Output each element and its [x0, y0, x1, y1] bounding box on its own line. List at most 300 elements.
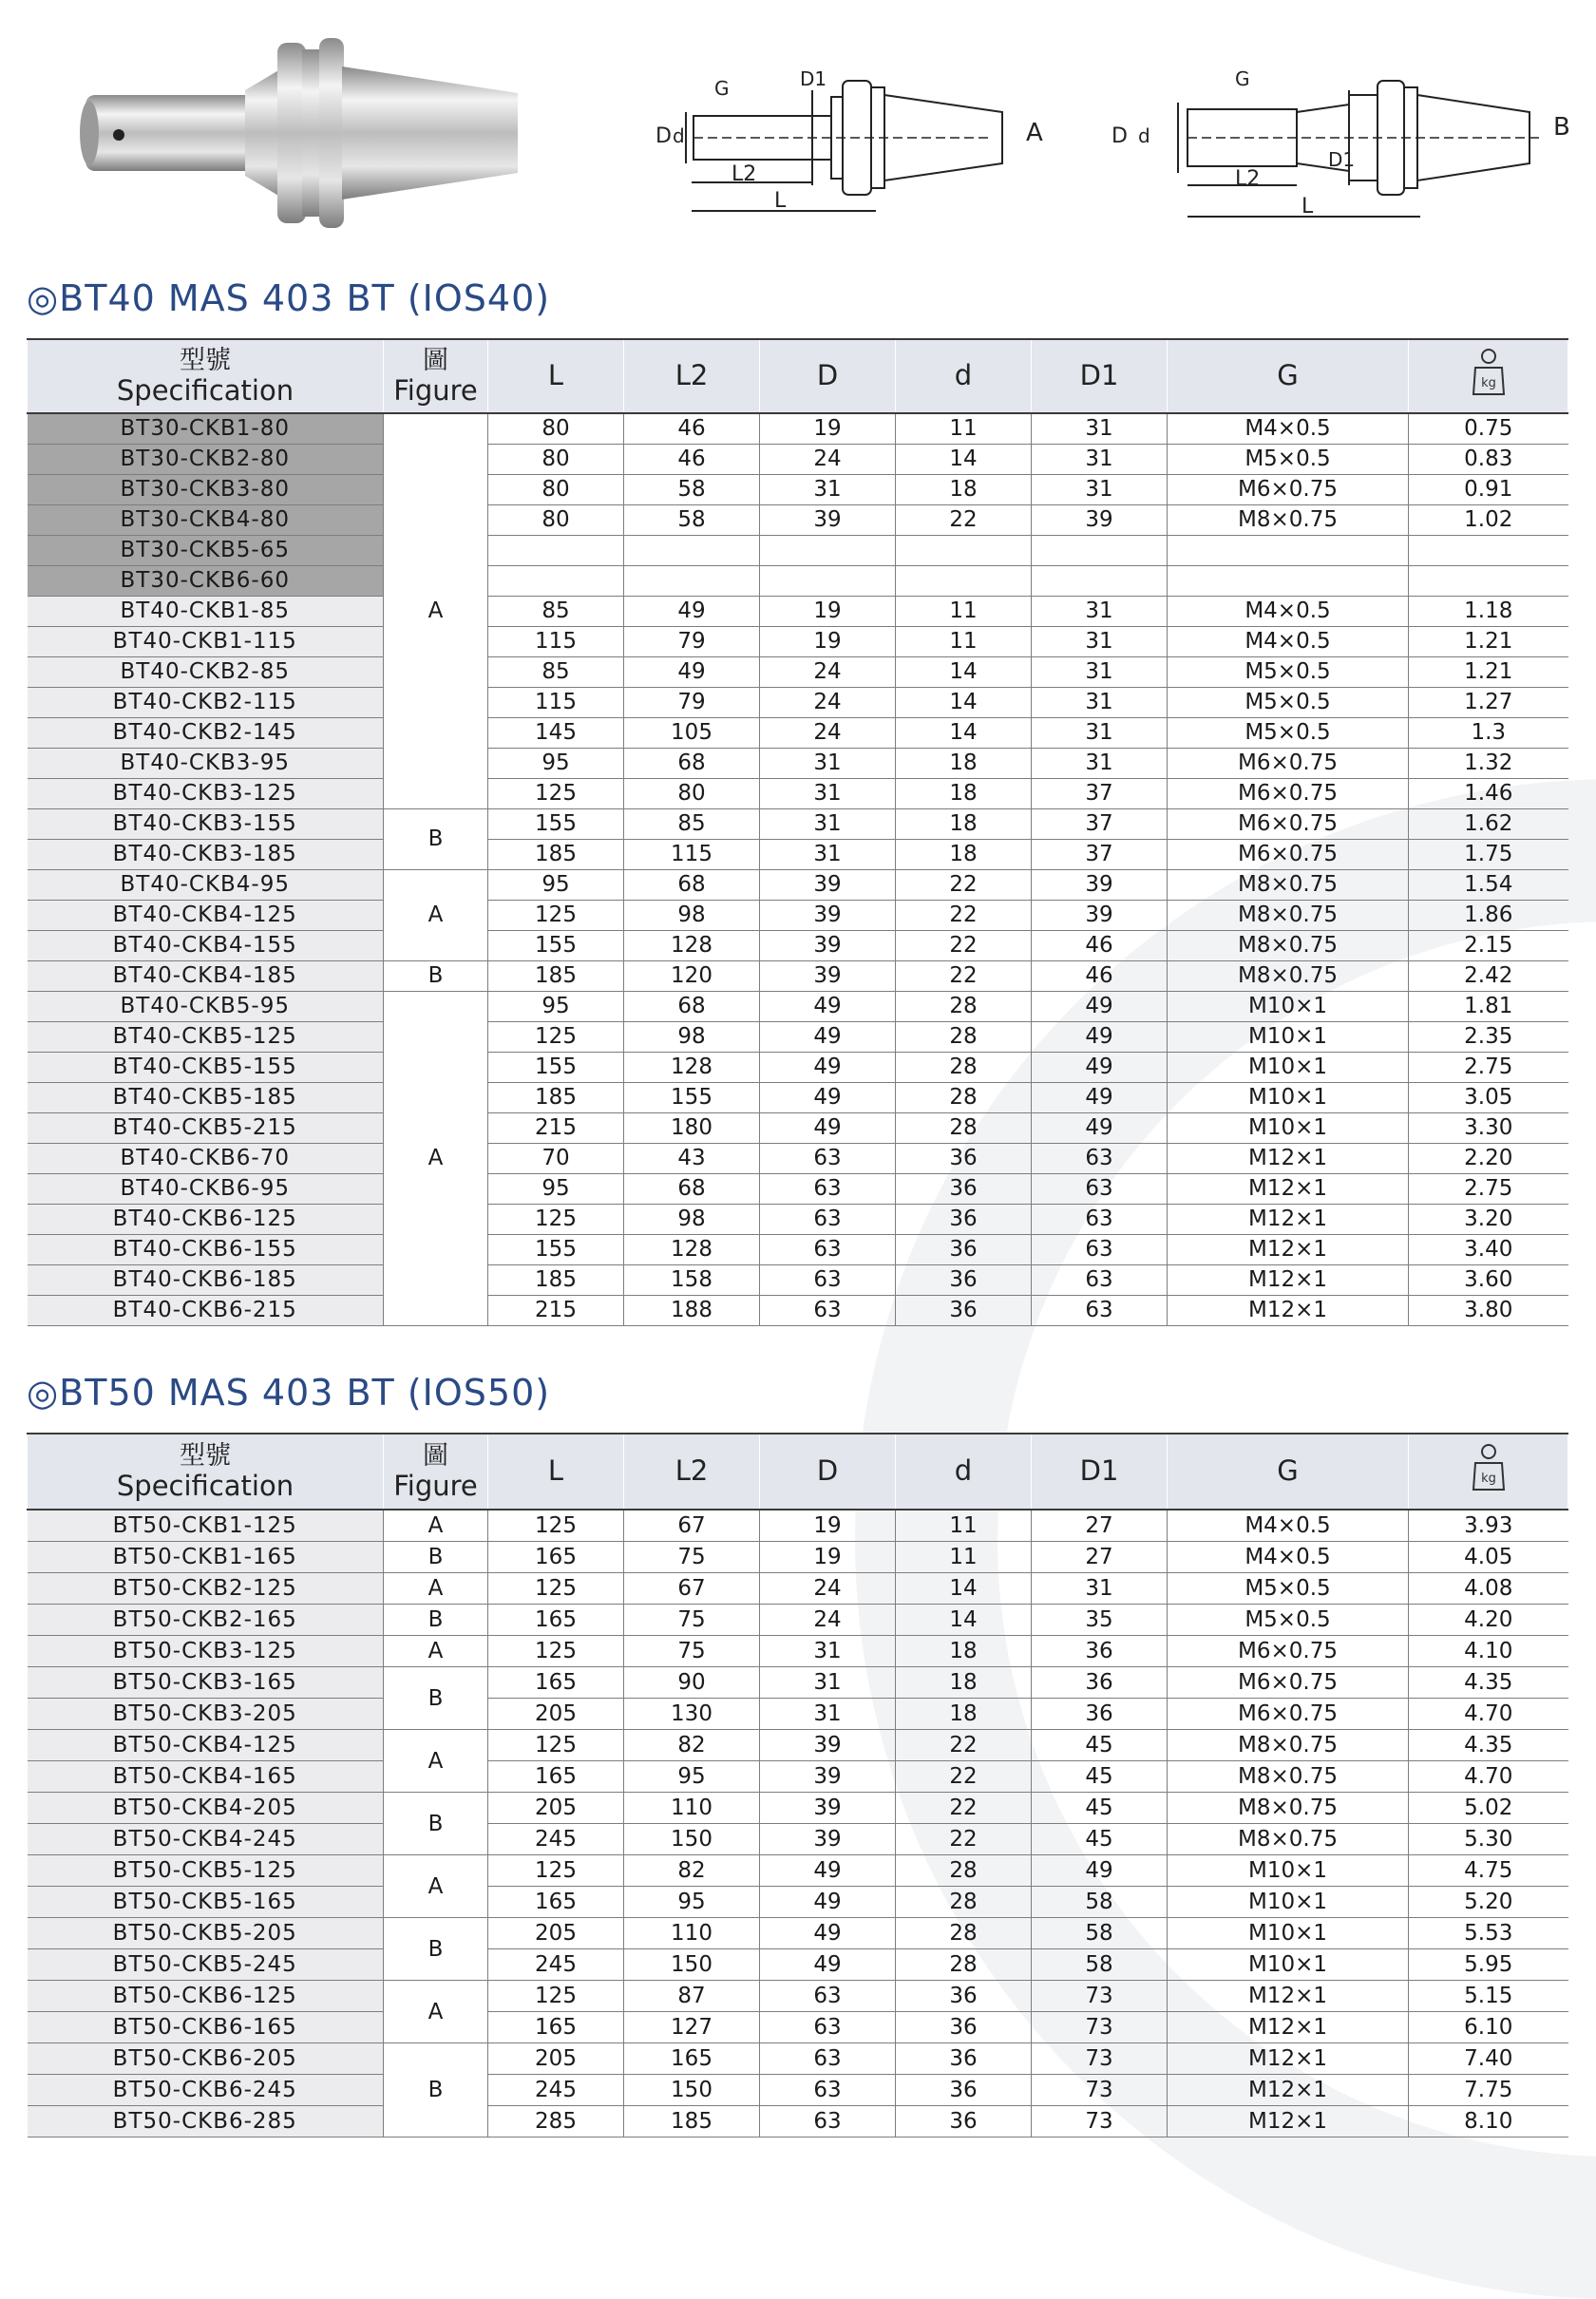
- dim-label-l: L: [1302, 195, 1314, 218]
- cell-d-large: 63: [760, 1144, 896, 1174]
- cell-g: M8×0.75: [1168, 1761, 1409, 1793]
- header-d-small: d: [896, 1434, 1032, 1510]
- cell-d-small: 22: [896, 961, 1032, 992]
- cell-weight: 1.18: [1409, 597, 1568, 627]
- cell-l2: 127: [624, 2012, 760, 2043]
- cell-l2: 46: [624, 445, 760, 475]
- cell-weight: 8.10: [1409, 2106, 1568, 2138]
- cell-l2: 82: [624, 1855, 760, 1887]
- cell-d-large: 24: [760, 657, 896, 688]
- spec-table-bt40: [27, 338, 1568, 1326]
- cell-l: 155: [488, 1053, 624, 1083]
- cell-d-small: 18: [896, 475, 1032, 505]
- cell-d-small: 11: [896, 1510, 1032, 1542]
- table-row: [28, 1824, 1568, 1855]
- cell-d-small: 36: [896, 2075, 1032, 2106]
- cell-figure: B: [384, 1605, 488, 1636]
- cell-weight: 1.32: [1409, 749, 1568, 779]
- cell-l2: 150: [624, 2075, 760, 2106]
- cell-figure: A: [384, 1981, 488, 2043]
- cell-l: 125: [488, 1730, 624, 1761]
- cell-d-small: 22: [896, 1824, 1032, 1855]
- cell-weight: 0.83: [1409, 445, 1568, 475]
- cell-d-small: 11: [896, 597, 1032, 627]
- header-d-large: D: [760, 339, 896, 413]
- table-row: [28, 931, 1568, 961]
- header-figure: 圖 Figure: [384, 1434, 488, 1510]
- cell-weight: 1.46: [1409, 779, 1568, 809]
- header-weight: [1409, 1434, 1568, 1510]
- cell-specification: BT40-CKB5-95: [28, 992, 384, 1022]
- cell-g: M4×0.5: [1168, 597, 1409, 627]
- cell-d-large: 24: [760, 718, 896, 749]
- cell-d-small: 22: [896, 1761, 1032, 1793]
- cell-l: 165: [488, 1761, 624, 1793]
- cell-d1: 46: [1032, 961, 1168, 992]
- cell-d1: 45: [1032, 1824, 1168, 1855]
- cell-l2: 79: [624, 627, 760, 657]
- cell-specification: BT40-CKB4-185: [28, 961, 384, 992]
- cell-l2: 120: [624, 961, 760, 992]
- cell-figure: A: [384, 992, 488, 1326]
- cell-specification: BT50-CKB6-125: [28, 1981, 384, 2012]
- cell-specification: BT30-CKB6-60: [28, 566, 384, 597]
- cell-specification: BT50-CKB3-165: [28, 1667, 384, 1699]
- cell-d-small: 28: [896, 1918, 1032, 1949]
- cell-l2: 158: [624, 1265, 760, 1296]
- cell-l2: 128: [624, 931, 760, 961]
- table-row: [28, 1761, 1568, 1793]
- cell-l2: 67: [624, 1510, 760, 1542]
- cell-d1: 31: [1032, 445, 1168, 475]
- cell-weight: 1.27: [1409, 688, 1568, 718]
- cell-d-small: 22: [896, 870, 1032, 901]
- cell-g: M5×0.5: [1168, 718, 1409, 749]
- table-row: [28, 1113, 1568, 1144]
- cell-d-large: 31: [760, 475, 896, 505]
- figure-b-label: B: [1553, 113, 1570, 142]
- cell-l: 125: [488, 1573, 624, 1605]
- cell-g: M6×0.75: [1168, 1636, 1409, 1667]
- cell-g: M10×1: [1168, 1022, 1409, 1053]
- cell-weight: 3.05: [1409, 1083, 1568, 1113]
- cell-specification: BT40-CKB3-155: [28, 809, 384, 840]
- cell-d-small: 14: [896, 688, 1032, 718]
- cell-d-large: 63: [760, 2075, 896, 2106]
- table-row: [28, 1605, 1568, 1636]
- cell-figure: A: [384, 1636, 488, 1667]
- cell-figure: B: [384, 961, 488, 992]
- cell-l2: 98: [624, 1205, 760, 1235]
- cell-d-small: 14: [896, 1573, 1032, 1605]
- cell-d1: 63: [1032, 1265, 1168, 1296]
- cell-d-large: 49: [760, 1949, 896, 1981]
- cell-l2: 68: [624, 870, 760, 901]
- cell-specification: BT40-CKB6-155: [28, 1235, 384, 1265]
- cell-l: 165: [488, 1667, 624, 1699]
- cell-g: M10×1: [1168, 1083, 1409, 1113]
- cell-g: M12×1: [1168, 1235, 1409, 1265]
- dim-label-g: G: [714, 77, 730, 100]
- cell-d-large: 39: [760, 931, 896, 961]
- cell-d-small: 14: [896, 718, 1032, 749]
- table-row: [28, 1855, 1568, 1887]
- cell-d-small: 28: [896, 1053, 1032, 1083]
- cell-l: 205: [488, 1699, 624, 1730]
- cell-l: 155: [488, 931, 624, 961]
- cell-d-large: 49: [760, 992, 896, 1022]
- cell-weight: [1409, 566, 1568, 597]
- cell-d-small: 36: [896, 1981, 1032, 2012]
- cell-weight: 1.21: [1409, 627, 1568, 657]
- table-row: [28, 1573, 1568, 1605]
- cell-specification: BT50-CKB6-245: [28, 2075, 384, 2106]
- cell-l2: [624, 566, 760, 597]
- table-row: [28, 1636, 1568, 1667]
- cell-l2: 46: [624, 413, 760, 445]
- table-row: [28, 627, 1568, 657]
- cell-l: 95: [488, 749, 624, 779]
- cell-g: M10×1: [1168, 1918, 1409, 1949]
- cell-d1: 31: [1032, 475, 1168, 505]
- cell-specification: BT30-CKB2-80: [28, 445, 384, 475]
- cell-weight: 2.75: [1409, 1174, 1568, 1205]
- cell-l: 70: [488, 1144, 624, 1174]
- header-d-small: d: [896, 339, 1032, 413]
- cell-d1: 45: [1032, 1730, 1168, 1761]
- table-row: [28, 657, 1568, 688]
- cell-specification: BT40-CKB3-95: [28, 749, 384, 779]
- cell-d-large: 39: [760, 961, 896, 992]
- cell-weight: 2.42: [1409, 961, 1568, 992]
- cell-l: 215: [488, 1296, 624, 1326]
- cell-d1: 31: [1032, 657, 1168, 688]
- cell-l2: 75: [624, 1542, 760, 1573]
- cell-g: M12×1: [1168, 1205, 1409, 1235]
- cell-figure: A: [384, 870, 488, 961]
- kg-label: kg: [1480, 376, 1496, 391]
- cell-d1: [1032, 566, 1168, 597]
- header-d-large: D: [760, 1434, 896, 1510]
- cell-g: M6×0.75: [1168, 749, 1409, 779]
- cell-g: M10×1: [1168, 1855, 1409, 1887]
- table-row: [28, 1053, 1568, 1083]
- cell-d-large: 31: [760, 1636, 896, 1667]
- table-header-row: [28, 1434, 1568, 1510]
- cell-specification: BT50-CKB6-285: [28, 2106, 384, 2138]
- cell-d1: 49: [1032, 1083, 1168, 1113]
- cell-g: [1168, 536, 1409, 566]
- cell-d-large: 24: [760, 1605, 896, 1636]
- cell-d1: 63: [1032, 1174, 1168, 1205]
- cell-d1: 31: [1032, 597, 1168, 627]
- cell-d1: 63: [1032, 1296, 1168, 1326]
- cell-l: 155: [488, 1235, 624, 1265]
- cell-g: M10×1: [1168, 1949, 1409, 1981]
- cell-d1: 73: [1032, 2043, 1168, 2075]
- table-row: [28, 1296, 1568, 1326]
- cell-d1: 36: [1032, 1699, 1168, 1730]
- cell-g: M8×0.75: [1168, 870, 1409, 901]
- product-figures: [0, 0, 1596, 256]
- cell-specification: BT50-CKB1-125: [28, 1510, 384, 1542]
- table-row: [28, 2043, 1568, 2075]
- cell-l: 165: [488, 1542, 624, 1573]
- cell-g: M8×0.75: [1168, 961, 1409, 992]
- cell-specification: BT40-CKB5-125: [28, 1022, 384, 1053]
- cell-specification: BT40-CKB6-185: [28, 1265, 384, 1296]
- cell-l: 185: [488, 840, 624, 870]
- table-row: [28, 1144, 1568, 1174]
- cell-l2: 79: [624, 688, 760, 718]
- cell-specification: BT40-CKB6-95: [28, 1174, 384, 1205]
- cell-weight: 6.10: [1409, 2012, 1568, 2043]
- cell-g: M12×1: [1168, 1174, 1409, 1205]
- cell-weight: 1.3: [1409, 718, 1568, 749]
- cell-d1: 36: [1032, 1667, 1168, 1699]
- cell-g: M5×0.5: [1168, 445, 1409, 475]
- cell-d-small: 22: [896, 931, 1032, 961]
- cell-l: 125: [488, 901, 624, 931]
- section-title-bt50: ◎BT50 MAS 403 BT (IOS50): [27, 1372, 551, 1414]
- table-row: [28, 1667, 1568, 1699]
- cell-weight: 0.91: [1409, 475, 1568, 505]
- cell-d1: 39: [1032, 505, 1168, 536]
- cell-d-small: 36: [896, 1205, 1032, 1235]
- cell-d-large: 39: [760, 1730, 896, 1761]
- cell-l2: 85: [624, 809, 760, 840]
- cell-d-small: 22: [896, 1730, 1032, 1761]
- kg-label: kg: [1480, 1472, 1496, 1487]
- cell-specification: BT50-CKB5-245: [28, 1949, 384, 1981]
- table-row: [28, 2106, 1568, 2138]
- cell-d-large: 31: [760, 749, 896, 779]
- cell-specification: BT40-CKB4-95: [28, 870, 384, 901]
- cell-specification: BT50-CKB4-205: [28, 1793, 384, 1824]
- cell-l2: 58: [624, 475, 760, 505]
- cell-l: 115: [488, 627, 624, 657]
- cell-d-small: 36: [896, 1265, 1032, 1296]
- cell-d-large: 24: [760, 688, 896, 718]
- cell-d-large: 39: [760, 1824, 896, 1855]
- cell-specification: BT40-CKB4-125: [28, 901, 384, 931]
- cell-d-small: 18: [896, 809, 1032, 840]
- cell-l2: 128: [624, 1235, 760, 1265]
- table-row: [28, 1510, 1568, 1542]
- dim-label-g: G: [1235, 67, 1250, 90]
- cell-weight: 4.05: [1409, 1542, 1568, 1573]
- cell-d-small: 11: [896, 1542, 1032, 1573]
- cell-l2: 80: [624, 779, 760, 809]
- cell-g: M12×1: [1168, 1981, 1409, 2012]
- cell-l: 165: [488, 2012, 624, 2043]
- cell-l: [488, 536, 624, 566]
- table-body-bt50: [28, 1510, 1568, 2138]
- cell-specification: BT50-CKB1-165: [28, 1542, 384, 1573]
- cell-specification: BT50-CKB5-205: [28, 1918, 384, 1949]
- cell-l2: 68: [624, 992, 760, 1022]
- table-row: [28, 505, 1568, 536]
- cell-l: 80: [488, 413, 624, 445]
- cell-weight: 5.30: [1409, 1824, 1568, 1855]
- cell-specification: BT40-CKB2-145: [28, 718, 384, 749]
- cell-d-large: 63: [760, 2043, 896, 2075]
- cell-d-small: 36: [896, 2106, 1032, 2138]
- table-row: [28, 475, 1568, 505]
- cell-d-small: 18: [896, 1667, 1032, 1699]
- cell-d-large: 49: [760, 1855, 896, 1887]
- cell-figure: B: [384, 1793, 488, 1855]
- cell-d-large: 19: [760, 413, 896, 445]
- cell-weight: 7.40: [1409, 2043, 1568, 2075]
- cell-l2: 82: [624, 1730, 760, 1761]
- cell-l2: [624, 536, 760, 566]
- cell-d-large: 49: [760, 1022, 896, 1053]
- cell-specification: BT40-CKB3-185: [28, 840, 384, 870]
- cell-weight: 4.70: [1409, 1761, 1568, 1793]
- cell-g: M8×0.75: [1168, 901, 1409, 931]
- table-row: [28, 1265, 1568, 1296]
- cell-specification: BT30-CKB1-80: [28, 413, 384, 445]
- dim-label-d-small: d: [1138, 124, 1150, 147]
- kg-weight-icon: [1472, 1442, 1506, 1493]
- figure-b-diagram: [1112, 67, 1570, 218]
- cell-l2: 95: [624, 1761, 760, 1793]
- table-row: [28, 1949, 1568, 1981]
- cell-weight: 2.75: [1409, 1053, 1568, 1083]
- header-specification: 型號 Specification: [28, 1434, 384, 1510]
- cell-specification: BT30-CKB5-65: [28, 536, 384, 566]
- cell-specification: BT50-CKB6-165: [28, 2012, 384, 2043]
- cell-g: M4×0.5: [1168, 1542, 1409, 1573]
- cell-specification: BT50-CKB5-165: [28, 1887, 384, 1918]
- cell-l2: 98: [624, 1022, 760, 1053]
- cell-l: 95: [488, 992, 624, 1022]
- cell-weight: 5.95: [1409, 1949, 1568, 1981]
- cell-l: 125: [488, 1636, 624, 1667]
- cell-specification: BT40-CKB5-185: [28, 1083, 384, 1113]
- cell-weight: 2.15: [1409, 931, 1568, 961]
- cell-d1: 73: [1032, 1981, 1168, 2012]
- cell-l: 125: [488, 1981, 624, 2012]
- cell-l: 245: [488, 1824, 624, 1855]
- cell-d-small: 14: [896, 445, 1032, 475]
- cell-d1: 45: [1032, 1761, 1168, 1793]
- cell-d-small: 28: [896, 1855, 1032, 1887]
- cell-d-small: [896, 566, 1032, 597]
- cell-l2: 180: [624, 1113, 760, 1144]
- cell-weight: 3.93: [1409, 1510, 1568, 1542]
- cell-l2: 49: [624, 657, 760, 688]
- cell-g: M5×0.5: [1168, 1573, 1409, 1605]
- cell-d1: 63: [1032, 1205, 1168, 1235]
- figure-a-label: A: [1026, 119, 1043, 147]
- cell-l2: 155: [624, 1083, 760, 1113]
- cell-d1: 37: [1032, 809, 1168, 840]
- cell-weight: 4.08: [1409, 1573, 1568, 1605]
- cell-l2: 105: [624, 718, 760, 749]
- cell-l2: 43: [624, 1144, 760, 1174]
- kg-weight-icon: [1472, 347, 1506, 398]
- cell-g: M12×1: [1168, 1265, 1409, 1296]
- cell-d-large: 19: [760, 1542, 896, 1573]
- cell-weight: 5.20: [1409, 1887, 1568, 1918]
- header-specification: 型號 Specification: [28, 339, 384, 413]
- cell-g: M6×0.75: [1168, 1667, 1409, 1699]
- cell-l: 95: [488, 870, 624, 901]
- table-row: [28, 1887, 1568, 1918]
- cell-l2: 165: [624, 2043, 760, 2075]
- cell-specification: BT40-CKB2-115: [28, 688, 384, 718]
- cell-l: 205: [488, 2043, 624, 2075]
- cell-l2: 68: [624, 749, 760, 779]
- cell-d-large: 63: [760, 1205, 896, 1235]
- cell-l2: 185: [624, 2106, 760, 2138]
- cell-d1: 45: [1032, 1793, 1168, 1824]
- header-l2: L2: [624, 1434, 760, 1510]
- cell-specification: BT50-CKB3-205: [28, 1699, 384, 1730]
- cell-weight: 1.54: [1409, 870, 1568, 901]
- cell-d1: 36: [1032, 1636, 1168, 1667]
- cell-l2: 115: [624, 840, 760, 870]
- cell-d-large: 39: [760, 870, 896, 901]
- cell-d1: 73: [1032, 2075, 1168, 2106]
- table-row: [28, 779, 1568, 809]
- cell-l2: 49: [624, 597, 760, 627]
- cell-weight: 4.35: [1409, 1667, 1568, 1699]
- cell-figure: B: [384, 1667, 488, 1730]
- cell-d-large: 31: [760, 1667, 896, 1699]
- cell-d1: 49: [1032, 1053, 1168, 1083]
- table-row: [28, 870, 1568, 901]
- cell-d1: 31: [1032, 1573, 1168, 1605]
- table-body-bt40: [28, 413, 1568, 1326]
- table-row: [28, 2075, 1568, 2106]
- cell-d1: 63: [1032, 1235, 1168, 1265]
- dim-label-d1: D1: [1328, 148, 1356, 171]
- cell-g: M10×1: [1168, 992, 1409, 1022]
- cell-d-large: 49: [760, 1083, 896, 1113]
- table-row: [28, 597, 1568, 627]
- table-row: [28, 1699, 1568, 1730]
- cell-l2: 87: [624, 1981, 760, 2012]
- cell-l: 185: [488, 961, 624, 992]
- cell-d-large: 49: [760, 1113, 896, 1144]
- cell-weight: 1.62: [1409, 809, 1568, 840]
- cell-d-large: 63: [760, 2106, 896, 2138]
- cell-specification: BT40-CKB6-125: [28, 1205, 384, 1235]
- cell-l: 145: [488, 718, 624, 749]
- cell-g: M10×1: [1168, 1053, 1409, 1083]
- cell-weight: 4.10: [1409, 1636, 1568, 1667]
- cell-l2: 75: [624, 1605, 760, 1636]
- cell-specification: BT50-CKB6-205: [28, 2043, 384, 2075]
- cell-d-small: 36: [896, 1144, 1032, 1174]
- cell-d-large: 39: [760, 901, 896, 931]
- cell-specification: BT50-CKB2-125: [28, 1573, 384, 1605]
- cell-weight: 1.75: [1409, 840, 1568, 870]
- cell-weight: 3.60: [1409, 1265, 1568, 1296]
- cell-g: M10×1: [1168, 1113, 1409, 1144]
- cell-g: M4×0.5: [1168, 1510, 1409, 1542]
- dim-label-d-large: D: [656, 124, 672, 148]
- cell-g: M4×0.5: [1168, 627, 1409, 657]
- cell-d1: 73: [1032, 2012, 1168, 2043]
- cell-d-large: 24: [760, 1573, 896, 1605]
- cell-d-large: 31: [760, 840, 896, 870]
- cell-d-large: [760, 566, 896, 597]
- cell-g: M8×0.75: [1168, 505, 1409, 536]
